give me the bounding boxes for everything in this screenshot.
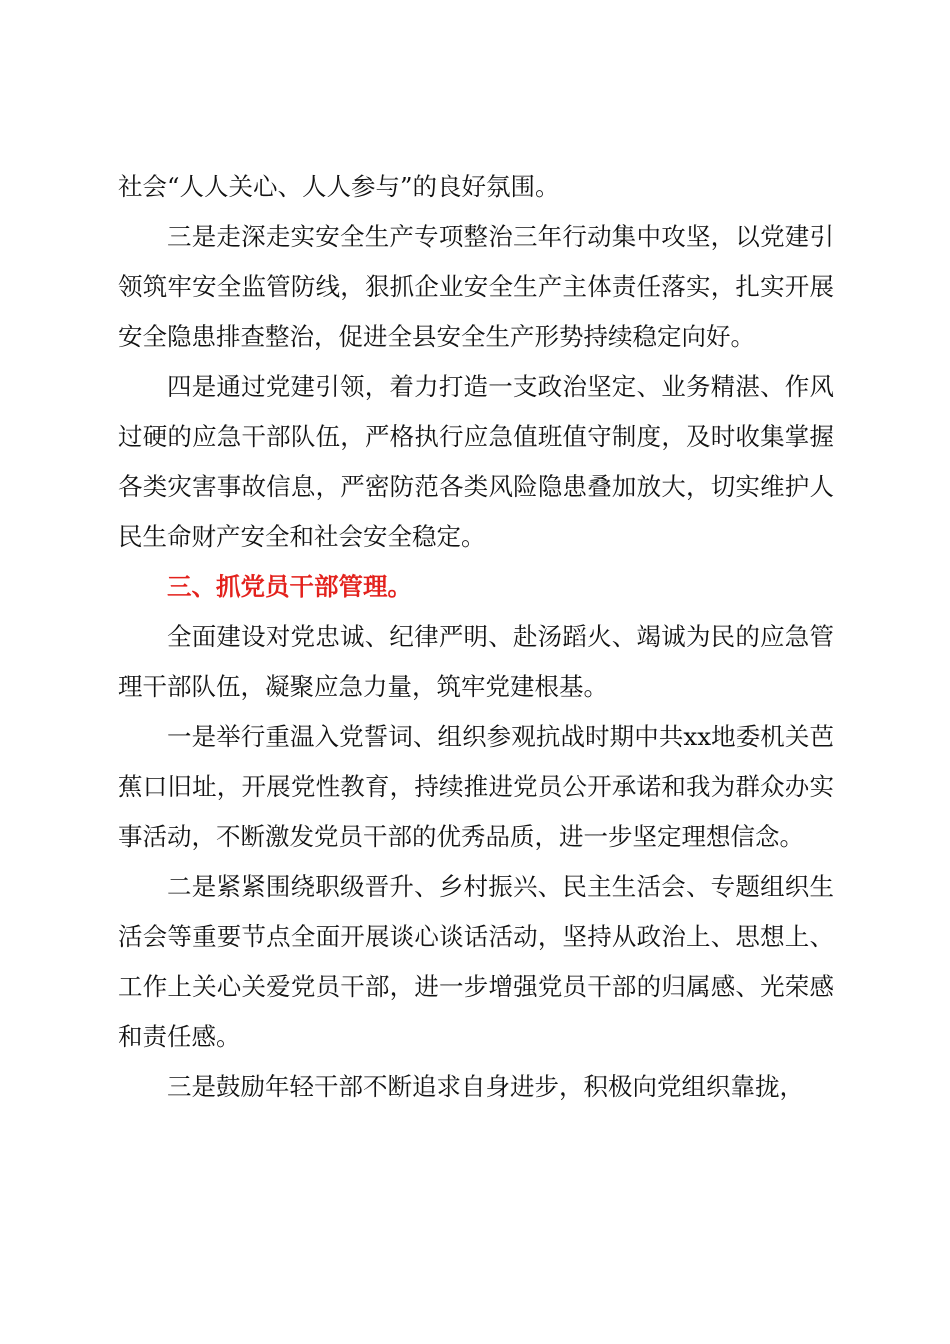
paragraph-safety-production: 三是走深走实安全生产专项整治三年行动集中攻坚，以党建引领筑牢安全监管防线，狠抓企业安全生产主体责任落实，扎实开展安全隐患排查整治，促进全县安全生产形势持续稳定向好。: [118, 222, 834, 351]
paragraph-emergency-team: 四是通过党建引领，着力打造一支政治坚定、业务精湛、作风过硬的应急干部队伍，严格执行应急值班值守制度，及时收集掌握各类灾害事故信息，严密防范各类风险隐患叠加放大，切实维护人民生命财产安全和社会安全稳定。: [118, 372, 834, 551]
paragraph-continuation: 社会“人人关心、人人参与”的良好氛围。: [118, 172, 560, 201]
paragraph-heart-talks: 二是紧紧围绕职级晋升、乡村振兴、民主生活会、专题组织生活会等重要节点全面开展谈心谈话活动，坚持从政治上、思想上、工作上关心关爱党员干部，进一步增强党员干部的归属感、光荣感和责任感。: [118, 872, 834, 1051]
paragraph-young-cadres: 三是鼓励年轻干部不断追求自身进步，积极向党组织靠拢，: [167, 1072, 804, 1101]
document-body: [118, 162, 834, 1112]
paragraph-party-education: 一是举行重温入党誓词、组织参观抗战时期中共xx地委机关芭蕉口旧址，开展党性教育，持续推进党员公开承诺和我为群众办实事活动，不断激发党员干部的优秀品质，进一步坚定理想信念。: [118, 722, 834, 851]
section-heading: 三、抓党员干部管理。: [167, 572, 412, 601]
paragraph-section-intro: 全面建设对党忠诚、纪律严明、赴汤蹈火、竭诚为民的应急管理干部队伍，凝聚应急力量，筑牢党建根基。: [118, 622, 834, 701]
